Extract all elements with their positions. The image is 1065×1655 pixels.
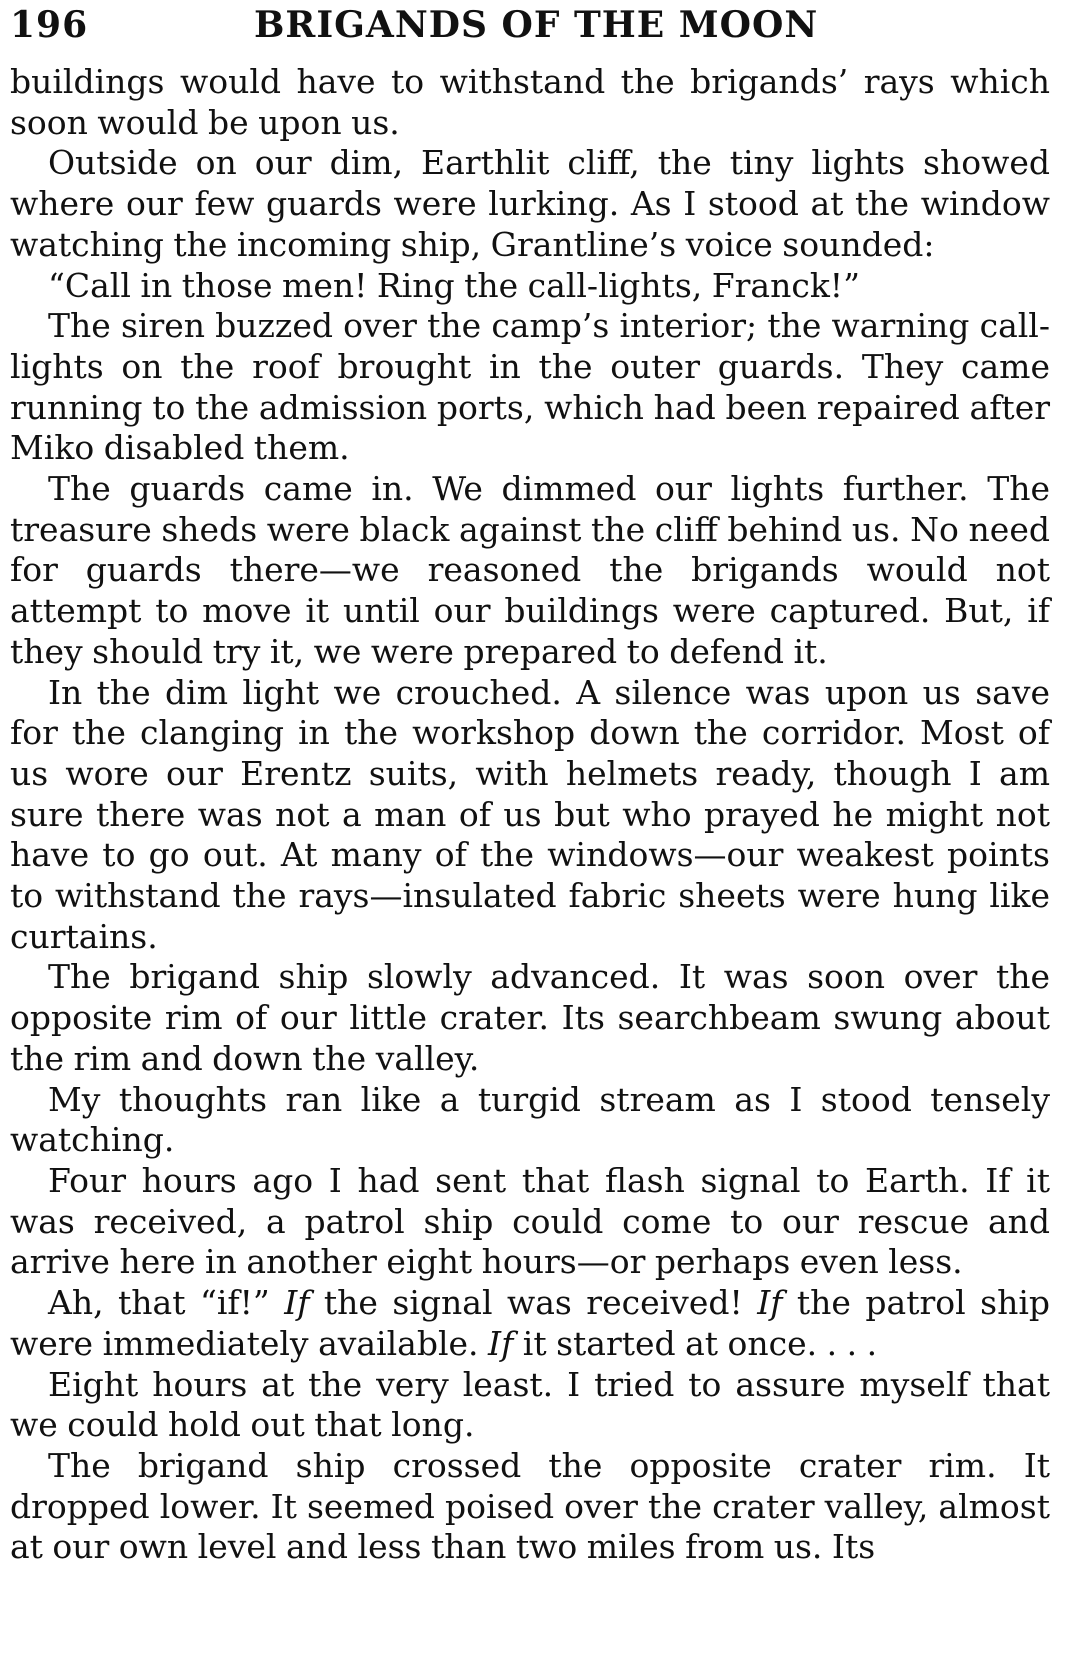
paragraph: The brigand ship crossed the opposite crater rim. It dropped lower. It seemed poised over the crater valley, almost at our own level and less than two miles from us. Its: [10, 1445, 1050, 1567]
paragraph: Eight hours at the very least. I tried to assure myself that we could hold out that long.: [10, 1364, 1050, 1445]
paragraph: My thoughts ran like a turgid stream as I stood tensely watching.: [10, 1079, 1050, 1160]
paragraph-text: it started at once. . . .: [513, 1323, 878, 1363]
page-header: [10, 0, 1050, 54]
paragraph-text: Ah, that “if!”: [48, 1283, 285, 1323]
paragraph: “Call in those men! Ring the call-lights, Franck!”: [48, 265, 860, 305]
italic-if: If: [284, 1283, 310, 1323]
paragraph: In the dim light we crouched. A silence was upon us save for the clanging in the workshop down the corridor. Most of us wore our Erentz suits, with helmets ready, though I am sure there was not a man of us but who prayed he might not have to go out. At many of the windows—our weakest points to withstand the rays—insulated fabric sheets were hung like curtains.: [10, 672, 1050, 956]
running-head: BRIGANDS OF THE MOON: [254, 4, 819, 46]
paragraph: The brigand ship slowly advanced. It was soon over the opposite rim of our little crater. Its searchbeam swung about the rim and down the valley.: [10, 957, 1050, 1078]
paragraph: Four hours ago I had sent that flash signal to Earth. If it was received, a patrol ship could come to our rescue and arrive here in another eight hours—or perhaps even less.: [10, 1160, 1050, 1282]
page-number: 196: [10, 4, 89, 46]
paragraph: buildings would have to withstand the brigands’ rays which soon would be upon us.: [10, 62, 1050, 142]
book-page: [10, 0, 1050, 1568]
body-text: [10, 62, 1050, 1568]
paragraph-text: the signal was received!: [309, 1283, 758, 1323]
paragraph-text: the patrol ship were immediately available.: [10, 1283, 1051, 1363]
paragraph: [10, 1283, 1050, 1364]
italic-if: If: [757, 1283, 783, 1323]
paragraph: The siren buzzed over the camp’s interior; the warning call-lights on the roof brought in the outer guards. They came running to the admission ports, which had been repaired after Miko disabled them.: [10, 306, 1050, 468]
paragraph: Outside on our dim, Earthlit cliff, the tiny lights showed where our few guards were lurking. As I stood at the window watching the incoming ship, Grantline’s voice sounded:: [10, 143, 1050, 264]
paragraph: The guards came in. We dimmed our lights further. The treasure sheds were black against the cliff behind us. No need for guards there—we reasoned the brigands would not attempt to move it until our buildings were captured. But, if they should try it, we were prepared to defend it.: [10, 469, 1050, 671]
italic-if: If: [488, 1323, 514, 1363]
